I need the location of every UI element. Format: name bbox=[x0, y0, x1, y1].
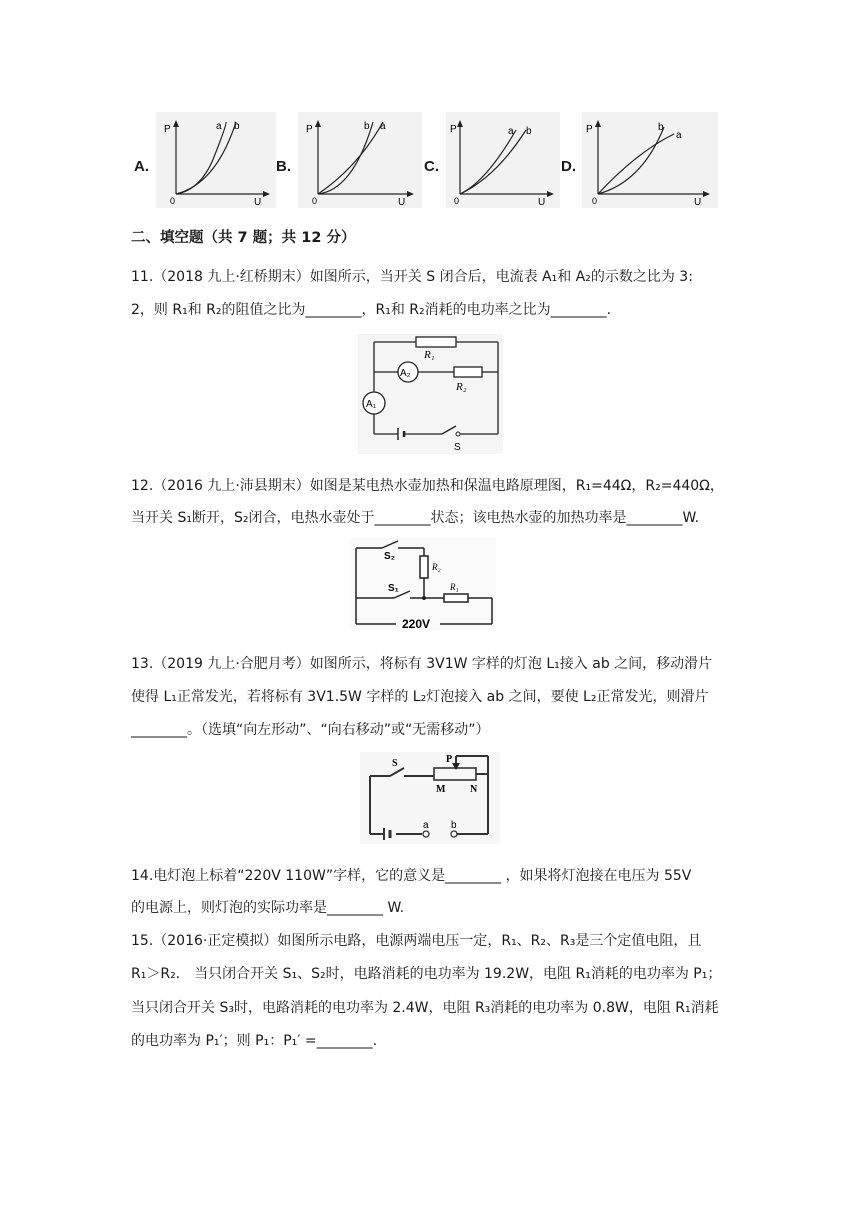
u-axis-label: U bbox=[694, 197, 702, 208]
section-heading: 二、填空题（共 7 题；共 12 分） bbox=[131, 230, 356, 246]
q13-circuit-diagram bbox=[360, 752, 500, 844]
a2-label: A₂ bbox=[400, 368, 411, 379]
option-b-graph bbox=[298, 112, 422, 208]
q11-circuit-diagram bbox=[358, 334, 503, 454]
curve-label-1: b bbox=[364, 121, 370, 132]
q14-line-1: 14.电灯泡上标着“220V 110W”字样，它的意义是________ ，如果将灯泡接在电压为 55V bbox=[131, 868, 692, 884]
option-c-graph bbox=[446, 112, 560, 208]
q12-line-1: 12.（2016 九上·沛县期末）如图是某电热水壶加热和保温电路原理图，R₁=44Ω，R₂=440Ω， bbox=[131, 478, 724, 494]
q12-line-2: 当开关 S₁断开，S₂闭合，电热水壶处于________状态；该电热水壶的加热功率是________W. bbox=[131, 510, 700, 526]
r1-label: R₁ bbox=[450, 582, 459, 592]
s2-label: S₂ bbox=[384, 551, 396, 562]
curve-label-1: a bbox=[216, 121, 222, 132]
origin-label: 0 bbox=[592, 196, 598, 206]
q13-line-3: ________。（选填“向左形动”、“向右移动”或“无需移动”） bbox=[131, 722, 490, 738]
option-a-graph bbox=[156, 112, 276, 208]
origin-label: 0 bbox=[170, 196, 176, 206]
curve-label-2: b bbox=[526, 126, 532, 137]
q15-line-2: R₁＞R₂． 当只闭合开关 S₁、S₂时，电路消耗的电功率为 19.2W，电阻 R₁消耗的电功率为 P₁； bbox=[131, 966, 722, 982]
a1-label: A₁ bbox=[366, 399, 377, 410]
r2-label: R₂ bbox=[456, 381, 467, 393]
q11-line-1: 11.（2018 九上·红桥期末）如图所示，当开关 S 闭合后，电流表 A₁和 A₂的示数之比为 3: bbox=[131, 269, 693, 285]
curve-label-1: a bbox=[508, 126, 514, 137]
terminal-b-label: b bbox=[451, 820, 457, 831]
curve-label-2: a bbox=[380, 121, 386, 132]
option-d-label: D. bbox=[561, 158, 576, 175]
p-axis-label: P bbox=[450, 124, 457, 135]
q15-line-1: 15.（2016·正定模拟）如图所示电路，电源两端电压一定，R₁、R₂、R₃是三个定值电阻，且 bbox=[131, 933, 702, 949]
q14-line-2: 的电源上，则灯泡的实际功率是________ W. bbox=[131, 900, 405, 916]
switch-label: S bbox=[392, 758, 398, 769]
switch-label: S bbox=[454, 442, 461, 453]
origin-label: 0 bbox=[454, 196, 460, 206]
q11-line-2: 2，则 R₁和 R₂的阻值之比为________，R₁和 R₂消耗的电功率之比为________. bbox=[131, 302, 612, 318]
curve-label-2: b bbox=[234, 121, 240, 132]
q13-line-2: 使得 L₁正常发光，若将标有 3V1.5W 字样的 L₂灯泡接入 ab 之间，要使 L₂正常发光，则滑片 bbox=[131, 689, 709, 705]
option-a-label: A. bbox=[134, 158, 149, 175]
u-axis-label: U bbox=[254, 197, 262, 208]
option-d-graph bbox=[582, 112, 718, 208]
voltage-label: 220V bbox=[402, 617, 431, 630]
r2-label: R₂ bbox=[432, 562, 441, 572]
s1-label: S₁ bbox=[388, 583, 399, 594]
r1-label: R₁ bbox=[424, 349, 435, 361]
p-axis-label: P bbox=[164, 124, 171, 135]
curve-label-1: b bbox=[658, 122, 664, 133]
option-c-label: C. bbox=[424, 158, 439, 175]
slider-p-label: P bbox=[446, 754, 453, 765]
q13-line-1: 13.（2019 九上·合肥月考）如图所示，将标有 3V1W 字样的灯泡 L₁接入 ab 之间，移动滑片 bbox=[131, 656, 713, 672]
u-axis-label: U bbox=[538, 197, 546, 208]
curve-label-2: a bbox=[676, 130, 682, 141]
q12-circuit-diagram bbox=[350, 538, 496, 630]
p-axis-label: P bbox=[306, 124, 313, 135]
m-label: M bbox=[436, 784, 446, 795]
u-axis-label: U bbox=[398, 197, 406, 208]
terminal-a-label: a bbox=[423, 820, 429, 831]
p-axis-label: P bbox=[586, 124, 593, 135]
option-b-label: B. bbox=[276, 158, 291, 175]
n-label: N bbox=[470, 784, 478, 795]
q15-line-3: 当只闭合开关 S₃时，电路消耗的电功率为 2.4W，电阻 R₃消耗的电功率为 0.8W，电阻 R₁消耗 bbox=[131, 1000, 719, 1016]
q15-line-4: 的电功率为 P₁′；则 P₁：P₁′ =________. bbox=[131, 1033, 378, 1049]
origin-label: 0 bbox=[312, 196, 318, 206]
